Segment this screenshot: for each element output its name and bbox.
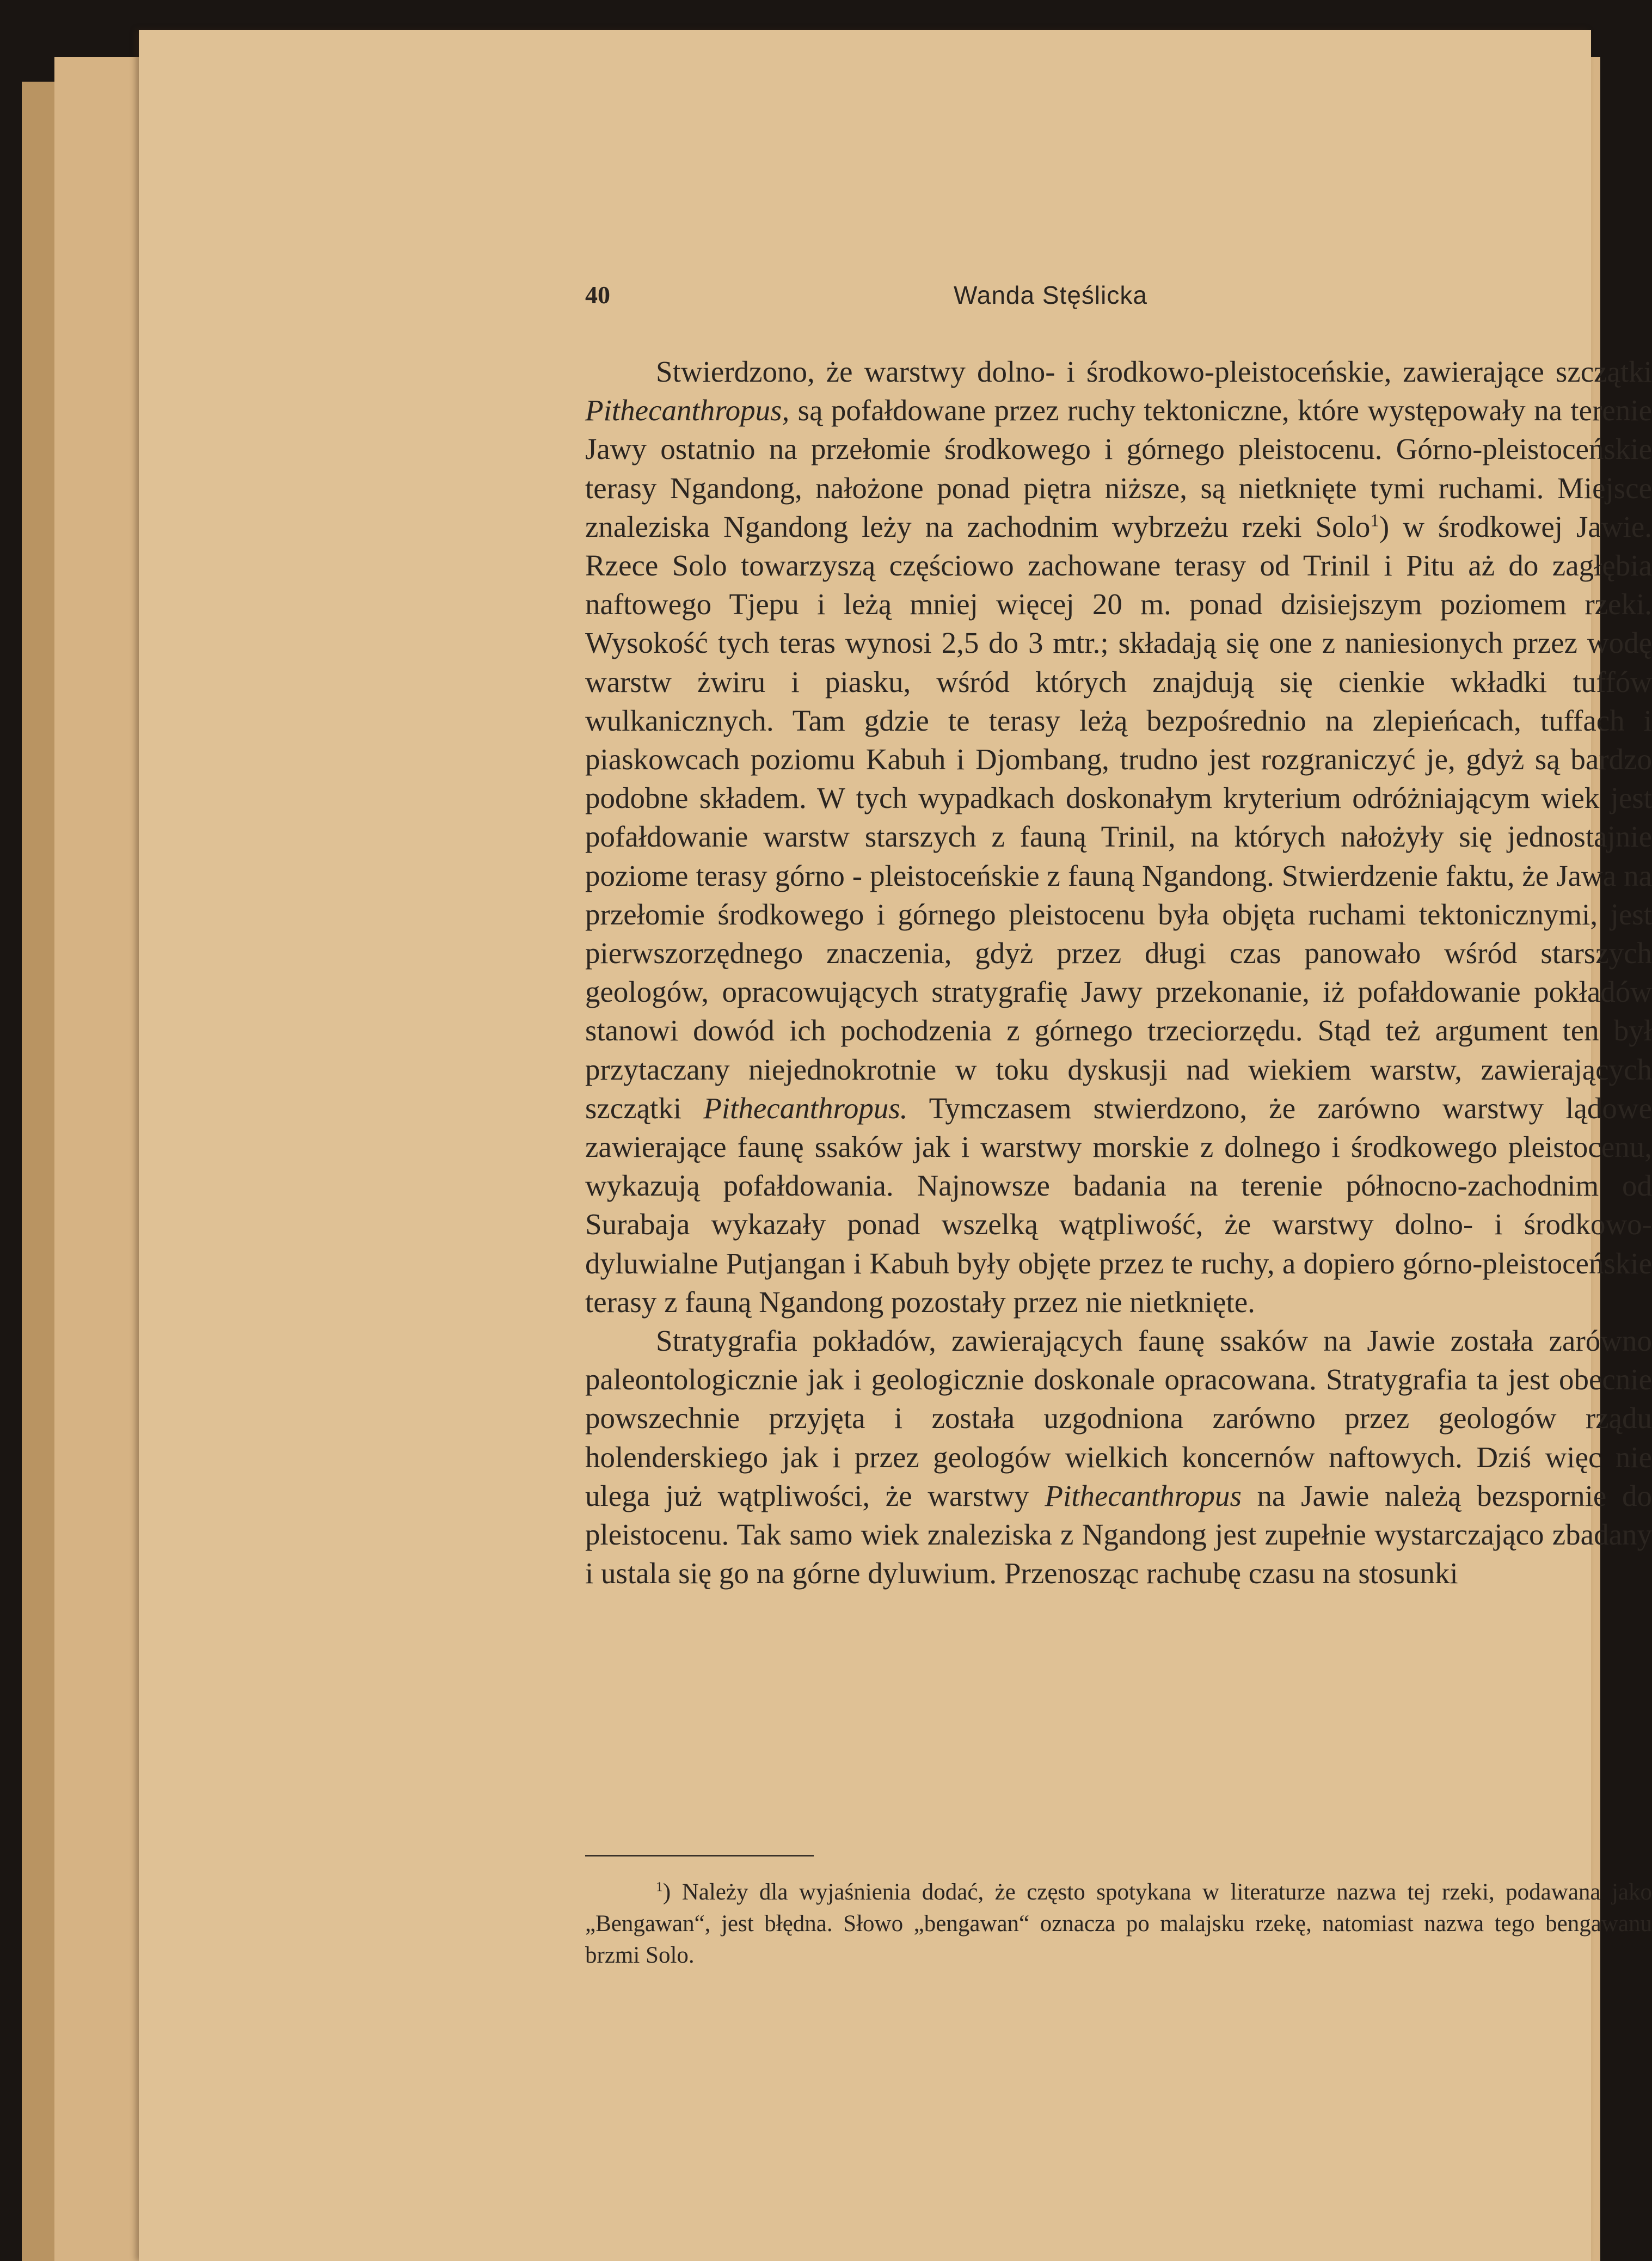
paragraph-1-text-a: Stwierdzono, że warstwy dolno- i środkowo-pleistoceńskie, zawierające szczątki xyxy=(656,355,1652,388)
footnote-marker: 1 xyxy=(656,1878,663,1895)
body-text xyxy=(585,352,1652,1593)
paragraph-1-text-b: są pofałdowane przez ruchy tektoniczne, które występowały na terenie Jawy ostatnio na przełomie środkowego i górnego pleistocenu. Górno-pleistoceńskie terasy Ngandong, nałożone ponad piętra niższe, są nietknięte tymi ruchami. Miejsce znaleziska Ngandong leży na zachodnim wybrzeżu rzeki Solo xyxy=(585,394,1652,543)
page-number: 40 xyxy=(585,281,610,309)
paragraph-1-taxon-italic: Pithecanthropus, xyxy=(585,394,790,427)
paragraph-1-text-c: ) w środkowej Jawie. Rzece Solo towarzyszą częściowo zachowane terasy od Trinil i Pitu aż do zagłębia naftowego Tjepu i leżą mniej więcej 20 m. ponad dzisiejszym poziomem rzeki. Wysokość tych teras wynosi 2,5 do 3 mtr.; składają się one z naniesionych przez wodę warstw żwiru i piasku, wśród których znajdują się cienkie wkładki tuffów wulkanicznych. Tam gdzie te terasy leżą bezpośrednio na zlepieńcach, tuffach i piaskowcach poziomu Kabuh i Djombang, trudno jest rozgraniczyć je, gdyż są bardzo podobne składem. W tych wypadkach doskonałym kryterium odróżniającym wiek jest pofałdowanie warstw starszych z fauną Trinil, na których nałożyły się jednostajnie poziome terasy górno - pleistoceńskie z fauną Ngandong. Stwierdzenie faktu, że Jawa na przełomie środkowego i górnego pleistocenu była objęta ruchami tektonicznymi, jest pierwszorzędnego znaczenia, gdyż przez długi czas panowało wśród starszych geologów, opracowujących stratygrafię Jawy przekonanie, iż pofałdowanie pokładów stanowi dowód ich pochodzenia z górnego trzeciorzędu. Stąd też argument ten był przytaczany niejednokrotnie w toku dyskusji nad wiekiem warstw, zawierających szczątki xyxy=(585,510,1652,1125)
footnote-text: ) Należy dla wyjaśnienia dodać, że często spotykana w literaturze nazwa tej rzeki, podawana jako „Bengawan“, jest błędna. Słowo „bengawan“ oznacza po malajsku rzekę, natomiast nazwa tego bengawanu brzmi Solo. xyxy=(585,1879,1652,1968)
footnote-reference: 1 xyxy=(1370,511,1379,531)
paragraph-1-taxon-italic-2: Pithecanthropus. xyxy=(703,1091,908,1125)
paragraph-2 xyxy=(585,1321,1652,1592)
footnote xyxy=(585,1877,1652,1971)
paragraph-2-text-a: Stratygrafia pokładów, zawierających faunę ssaków na Jawie została zarówno paleontologicznie jak i geologicznie doskonale opracowana. Stratygrafia ta jest obecnie powszechnie przyjęta i została uzgodniona zarówno przez geologów rządu holenderskiego jak i przez geologów wielkich koncernów naftowych. Dziś więc nie ulega już wątpliwości, że warstwy xyxy=(585,1324,1652,1512)
paragraph-1 xyxy=(585,352,1652,1321)
paragraph-2-taxon-italic: Pithecanthropus xyxy=(1045,1479,1242,1512)
footnote-divider xyxy=(585,1855,814,1856)
page-header xyxy=(449,280,1652,318)
paragraph-1-text-d: Tymczasem stwierdzono, że zarówno warstwy lądowe zawierające faunę ssaków jak i warstwy morskie z dolnego i środkowego pleistocenu, wykazują pofałdowania. Najnowsze badania na terenie północno-zachodnim od Surabaja wykazały ponad wszelką wątpliwość, że warstwy dolno- i środkowo-dyluwialne Putjangan i Kabuh były objęte przez te ruchy, a dopiero górno-pleistoceńskie terasy z fauną Ngandong pozostały przez nie nietknięte. xyxy=(585,1091,1652,1319)
running-head-author: Wanda Stęślicka xyxy=(954,281,1147,309)
book-page xyxy=(139,30,1652,2261)
paragraph-2-text-b: na Jawie należą bezspornie do pleistocenu. Tak samo wiek znaleziska z Ngandong jest zupełnie wystarczająco zbadany i ustala się go na górne dyluwium. Przenosząc rachubę czasu na stosunki xyxy=(585,1479,1652,1590)
